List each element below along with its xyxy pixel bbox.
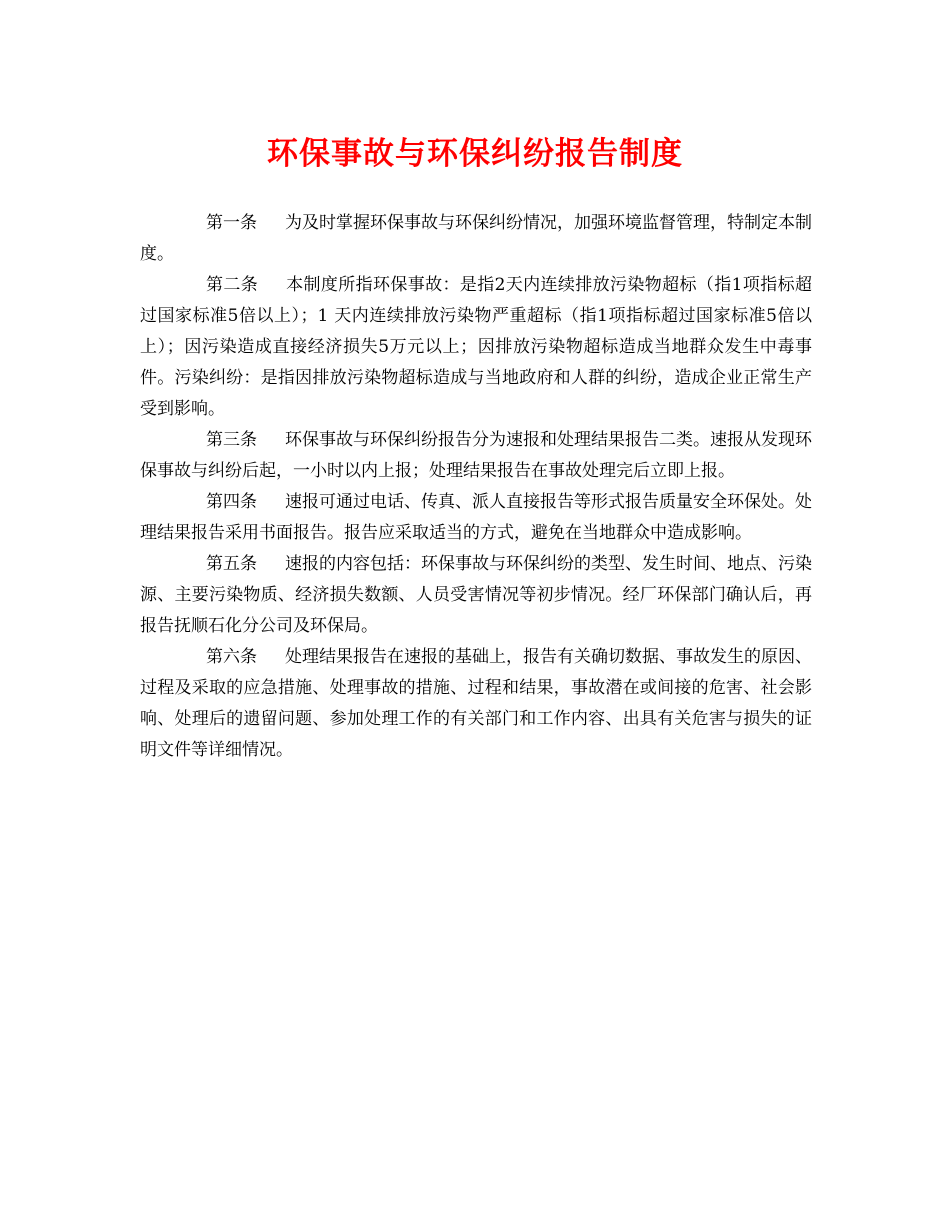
article-text: 本制度所指环保事故：是指2天内连续排放污染物超标（指1项指标超过国家标准5倍以上）；1 天内连续排放污染物严重超标（指1项指标超过国家标准5倍以上）；因污染造成直接经济损失5万元以上；因排放污染物超标造成当地群众发生中毒事件。污染纠纷：是指因排放污染物超标造成与当地政府和人群的纠纷，造成企业正常生产受到影响。 [140, 275, 812, 419]
article-2 [140, 270, 812, 425]
article-4 [140, 487, 812, 549]
article-number: 第六条 [206, 647, 257, 667]
article-number: 第二条 [206, 275, 259, 295]
article-text: 环保事故与环保纠纷报告分为速报和处理结果报告二类。速报从发现环保事故与纠纷后起，一小时以内上报；处理结果报告在事故处理完后立即上报。 [140, 430, 812, 481]
article-5 [140, 549, 812, 642]
article-3 [140, 425, 812, 487]
article-number: 第三条 [206, 430, 257, 450]
article-number: 第四条 [206, 492, 257, 512]
article-6 [140, 642, 812, 766]
article-number: 第五条 [206, 554, 257, 574]
article-text: 速报的内容包括：环保事故与环保纠纷的类型、发生时间、地点、污染源、主要污染物质、经济损失数额、人员受害情况等初步情况。经厂环保部门确认后，再报告抚顺石化分公司及环保局。 [140, 554, 812, 636]
document-body [140, 208, 812, 766]
article-number: 第一条 [206, 213, 257, 233]
article-text: 处理结果报告在速报的基础上，报告有关确切数据、事故发生的原因、过程及采取的应急措施、处理事故的措施、过程和结果，事故潜在或间接的危害、社会影响、处理后的遗留问题、参加处理工作的有关部门和工作内容、出具有关危害与损失的证明文件等详细情况。 [140, 647, 812, 760]
article-text: 速报可通过电话、传真、派人直接报告等形式报告质量安全环保处。处理结果报告采用书面报告。报告应采取适当的方式，避免在当地群众中造成影响。 [140, 492, 812, 543]
article-text: 为及时掌握环保事故与环保纠纷情况，加强环境监督管理，特制定本制度。 [140, 213, 812, 264]
article-1 [140, 208, 812, 270]
document-title: 环保事故与环保纠纷报告制度 [267, 136, 683, 172]
